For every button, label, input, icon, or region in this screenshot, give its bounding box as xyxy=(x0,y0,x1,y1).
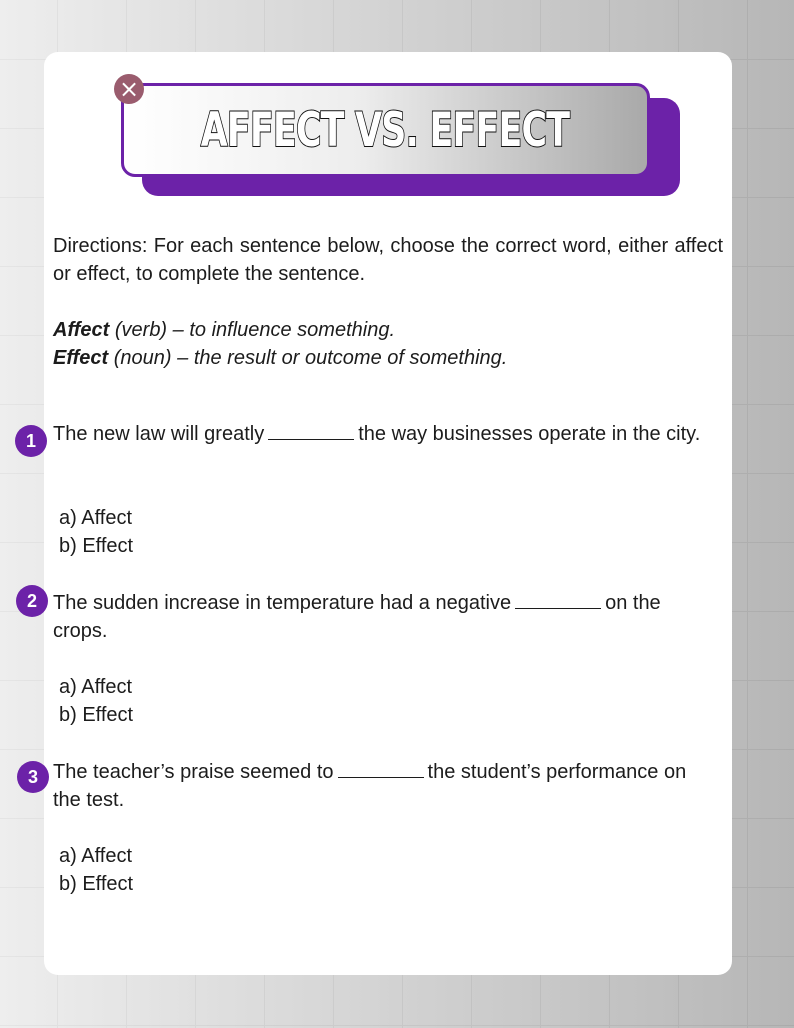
definition-term: Effect xyxy=(53,347,109,369)
definition-text: (verb) – to influence something. xyxy=(109,319,396,341)
question-number-badge: 1 xyxy=(15,425,47,457)
answer-blank[interactable] xyxy=(338,759,424,778)
title-banner xyxy=(121,83,650,177)
question-1-option-b[interactable]: b) Effect xyxy=(59,535,134,557)
question-text-after: the student’s performance on the test. xyxy=(53,761,687,811)
question-text-before: The new law will greatly xyxy=(53,423,265,445)
question-3-option-b[interactable]: b) Effect xyxy=(59,873,134,895)
directions-text: Directions: For each sentence below, choose the correct word, either affect or effect, to complete the sentence. xyxy=(53,235,723,285)
question-3-option-a[interactable]: a) Affect xyxy=(59,845,133,867)
question-1-text xyxy=(53,420,713,448)
answer-blank[interactable] xyxy=(268,421,354,440)
definition-effect xyxy=(53,344,507,372)
question-text-before: The teacher’s praise seemed to xyxy=(53,761,334,783)
definition-affect xyxy=(53,316,395,344)
question-text-after: on the crops. xyxy=(53,592,661,642)
question-number-badge: 2 xyxy=(16,585,48,617)
question-text-before: The sudden increase in temperature had a negative xyxy=(53,592,512,614)
question-1-option-a[interactable]: a) Affect xyxy=(59,507,133,529)
question-3-text xyxy=(53,758,713,814)
answer-blank[interactable] xyxy=(515,590,601,609)
question-2-option-a[interactable]: a) Affect xyxy=(59,676,133,698)
definition-text: (noun) – the result or outcome of something. xyxy=(108,347,508,369)
question-2-option-b[interactable]: b) Effect xyxy=(59,704,134,726)
close-icon[interactable]: × xyxy=(114,74,144,104)
page-title: AFFECT VS. EFFECT xyxy=(201,102,570,158)
question-text-after: the way businesses operate in the city. xyxy=(358,423,701,445)
definition-term: Affect xyxy=(53,319,110,341)
question-number-badge: 3 xyxy=(17,761,49,793)
question-2-text xyxy=(53,589,713,645)
